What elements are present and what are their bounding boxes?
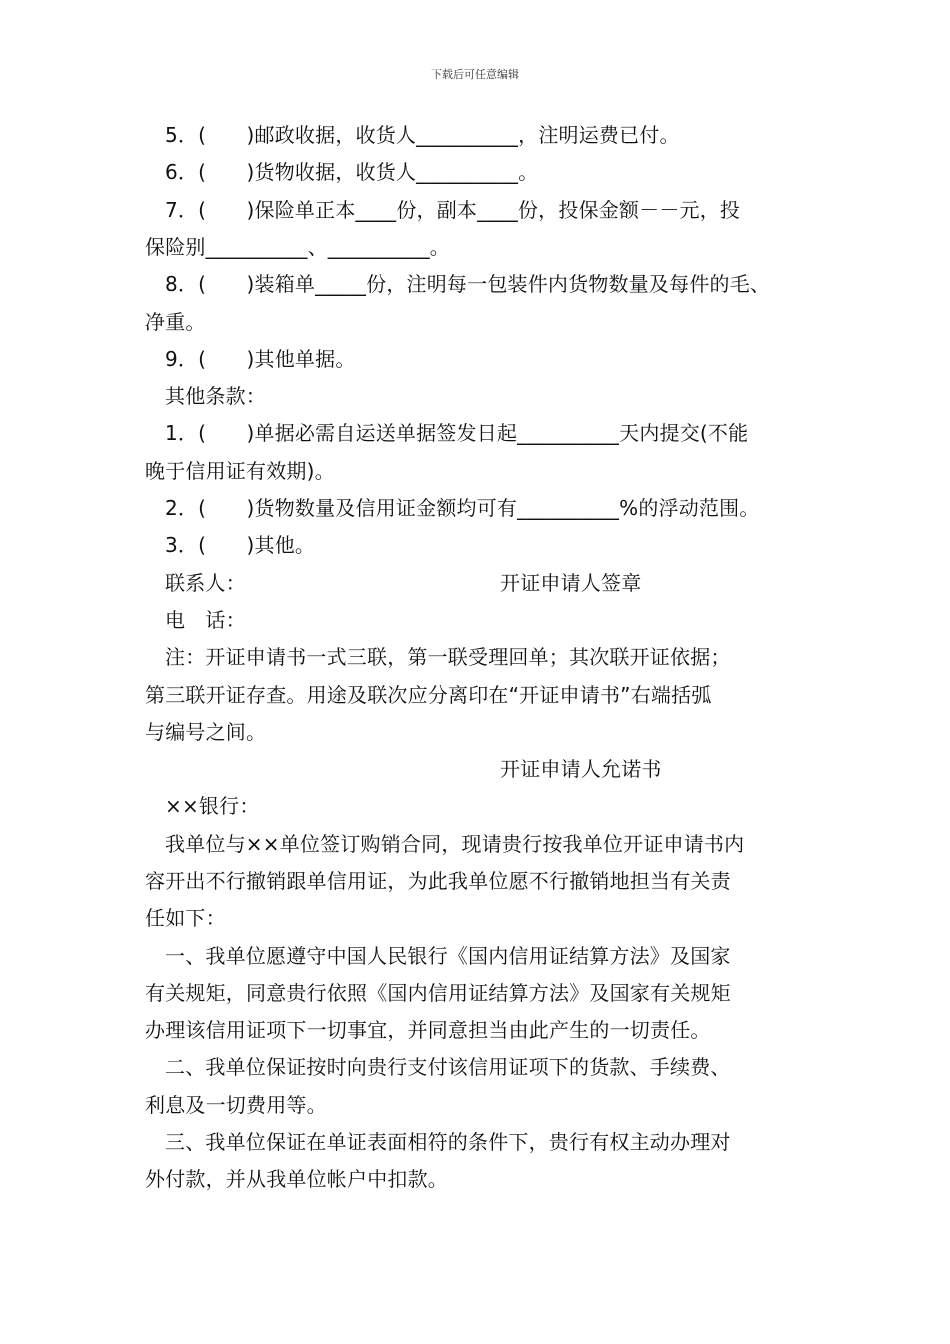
term-2-tolerance: 2．( )货物数量及信用证金额均可有__________%的浮动范围。 [165, 496, 760, 520]
clause-5-postal-receipt: 5．( )邮政收据，收货人__________，注明运费已付。 [165, 123, 680, 147]
commitment-item-1-line-3: 办理该信用证项下一切事宜，并同意担当由此产生的一切责任。 [145, 1018, 711, 1042]
bank-salutation: ××银行： [165, 794, 260, 818]
commitment-item-1-line-2: 有关规矩，同意贵行依照《国内信用证结算方法》及国家有关规矩 [145, 981, 731, 1005]
commitment-item-3-line-1: 三、我单位保证在单证表面相符的条件下，贵行有权主动办理对 [165, 1130, 731, 1154]
commitment-intro-3: 任如下： [145, 906, 226, 930]
commitment-letter-title: 开证申请人允诺书 [500, 757, 662, 781]
commitment-item-1-line-1: 一、我单位愿遵守中国人民银行《国内信用证结算方法》及国家 [165, 944, 731, 968]
applicant-signature-label: 开证申请人签章 [500, 571, 642, 595]
note-line-1: 注：开证申请书一式三联，第一联受理回单；其次联开证依据； [165, 645, 731, 669]
term-1-submission-cont: 晚于信用证有效期)。 [145, 459, 335, 483]
term-1-submission: 1．( )单据必需自运送单据签发日起__________天内提交(不能 [165, 421, 749, 445]
term-3-other: 3．( )其他。 [165, 533, 316, 557]
commitment-intro-1: 我单位与××单位签订购销合同，现请贵行按我单位开证申请书内 [165, 832, 745, 856]
note-line-2: 第三联开证存查。用途及联次应分离印在“开证申请书”右端括弧 [145, 683, 712, 707]
clause-7-insurance: 7．( )保险单正本____份，副本____份，投保金额－－元，投 [165, 198, 741, 222]
clause-9-other-documents: 9．( )其他单据。 [165, 347, 356, 371]
commitment-item-2-line-2: 利息及一切费用等。 [145, 1093, 327, 1117]
page-header: 下载后可任意编辑 [431, 68, 519, 81]
commitment-item-2-line-1: 二、我单位保证按时向贵行支付该信用证项下的货款、手续费、 [165, 1055, 731, 1079]
clause-7-insurance-cont: 保险别__________、__________。 [145, 235, 450, 259]
contact-person-label: 联系人： [165, 571, 246, 595]
clause-8-packing-list-cont: 净重。 [145, 310, 206, 334]
commitment-item-3-line-2: 外付款，并从我单位帐户中扣款。 [145, 1167, 448, 1191]
commitment-intro-2: 容开出不行撤销跟单信用证，为此我单位愿不行撤销地担当有关责 [145, 869, 731, 893]
phone-label: 电 话： [165, 608, 246, 632]
other-terms-heading: 其他条款： [165, 384, 266, 408]
note-line-3: 与编号之间。 [145, 720, 267, 744]
clause-8-packing-list: 8．( )装箱单_____份，注明每一包装件内货物数量及每件的毛、 [165, 272, 771, 296]
clause-6-cargo-receipt: 6．( )货物收据，收货人__________。 [165, 160, 539, 184]
